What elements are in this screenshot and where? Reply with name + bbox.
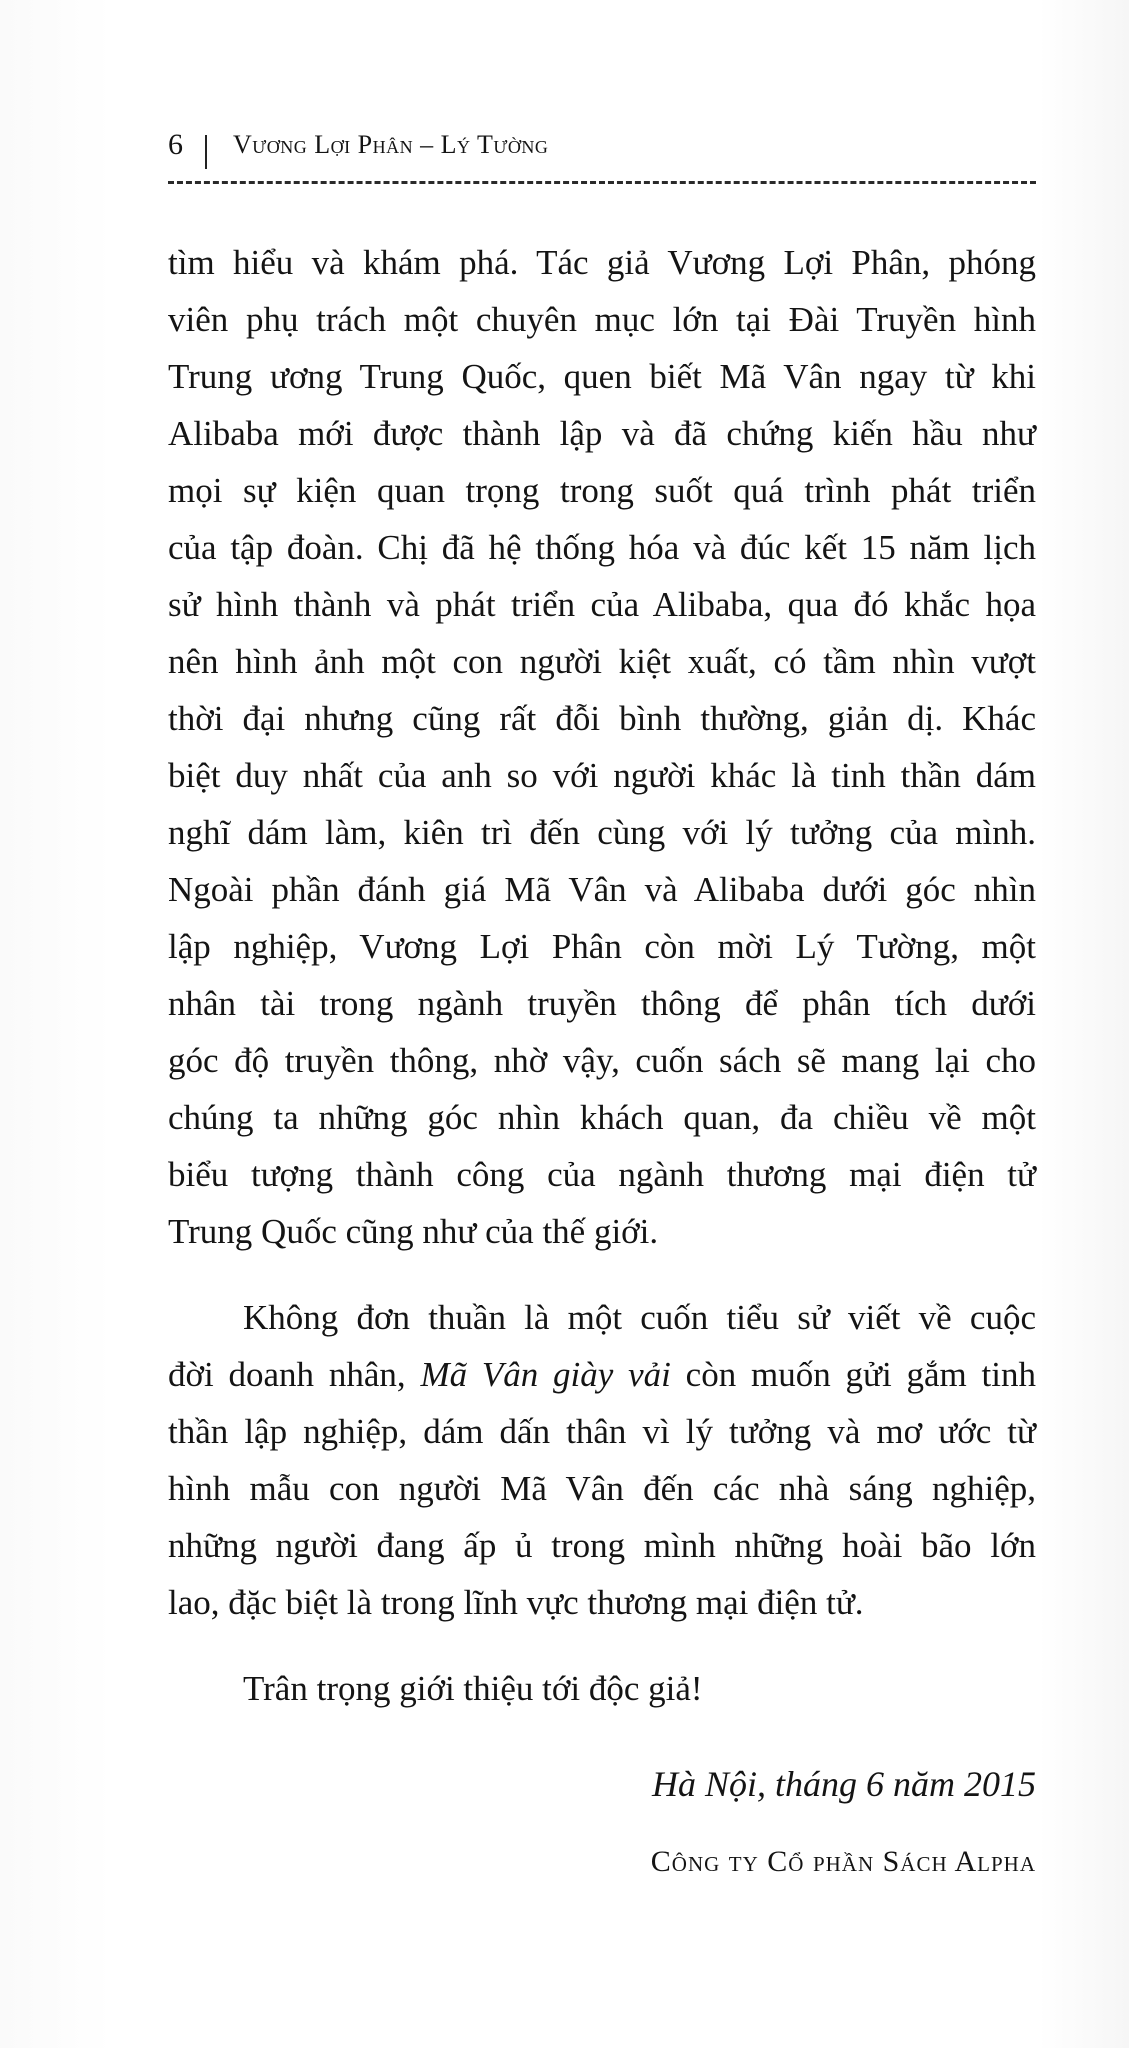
text-line: nghĩ dám làm, kiên trì đến cùng với lý tưởng của mình. <box>168 813 1036 852</box>
running-header <box>168 117 548 165</box>
text-line: thời đại nhưng cũng rất đỗi bình thường, giản dị. Khác <box>168 699 1036 738</box>
text-run: còn muốn gửi gắm tinh <box>670 1355 1036 1394</box>
text-line: tìm hiểu và khám phá. Tác giả Vương Lợi Phân, phóng <box>168 243 1036 282</box>
header-dashed-rule <box>168 181 1036 184</box>
text-line: những người đang ấp ủ trong mình những hoài bão lớn <box>168 1526 1036 1565</box>
text-line: hình mẫu con người Mã Vân đến các nhà sáng nghiệp, <box>168 1469 1036 1508</box>
header-separator <box>205 135 207 169</box>
text-line: lao, đặc biệt là trong lĩnh vực thương mại điện tử. <box>168 1583 864 1622</box>
text-line: chúng ta những góc nhìn khách quan, đa chiều về một <box>168 1098 1036 1137</box>
running-title: Vương Lợi Phân – Lý Tường <box>233 130 549 159</box>
text-line <box>168 1353 1036 1397</box>
text-line: Không đơn thuần là một cuốn tiểu sử viết về cuộc <box>243 1298 1036 1337</box>
text-line: Trung ương Trung Quốc, quen biết Mã Vân ngay từ khi <box>168 357 1036 396</box>
text-line: của tập đoàn. Chị đã hệ thống hóa và đúc kết 15 năm lịch <box>168 528 1036 567</box>
text-run: đời doanh nhân, <box>168 1355 421 1394</box>
text-line: góc độ truyền thông, nhờ vậy, cuốn sách sẽ mang lại cho <box>168 1041 1036 1080</box>
text-line: mọi sự kiện quan trọng trong suốt quá trình phát triển <box>168 471 1036 510</box>
text-line: Alibaba mới được thành lập và đã chứng kiến hầu như <box>168 414 1036 453</box>
text-line: sử hình thành và phát triển của Alibaba, qua đó khắc họa <box>168 585 1036 624</box>
text-line: nhân tài trong ngành truyền thông để phân tích dưới <box>168 984 1036 1023</box>
text-line: thần lập nghiệp, dám dấn thân vì lý tưởng và mơ ước từ <box>168 1412 1036 1451</box>
text-line: biểu tượng thành công của ngành thương mại điện tử <box>168 1155 1036 1194</box>
closing-line: Trân trọng giới thiệu tới độc giả! <box>243 1669 703 1708</box>
text-line: biệt duy nhất của anh so với người khác là tinh thần dám <box>168 756 1036 795</box>
book-title-italic: Mã Vân giày vải <box>420 1355 671 1394</box>
text-line: nên hình ảnh một con người kiệt xuất, có tầm nhìn vượt <box>168 642 1036 681</box>
text-line: Ngoài phần đánh giá Mã Vân và Alibaba dưới góc nhìn <box>168 870 1036 909</box>
signature-place-date: Hà Nội, tháng 6 năm 2015 <box>651 1764 1036 1804</box>
text-line: Trung Quốc cũng như của thế giới. <box>168 1212 659 1251</box>
text-line: viên phụ trách một chuyên mục lớn tại Đài Truyền hình <box>168 300 1036 339</box>
text-line: lập nghiệp, Vương Lợi Phân còn mời Lý Tường, một <box>168 927 1036 966</box>
page-number: 6 <box>168 128 183 161</box>
signature-organization: Công ty Cổ phần Sách Alpha <box>650 1845 1036 1878</box>
